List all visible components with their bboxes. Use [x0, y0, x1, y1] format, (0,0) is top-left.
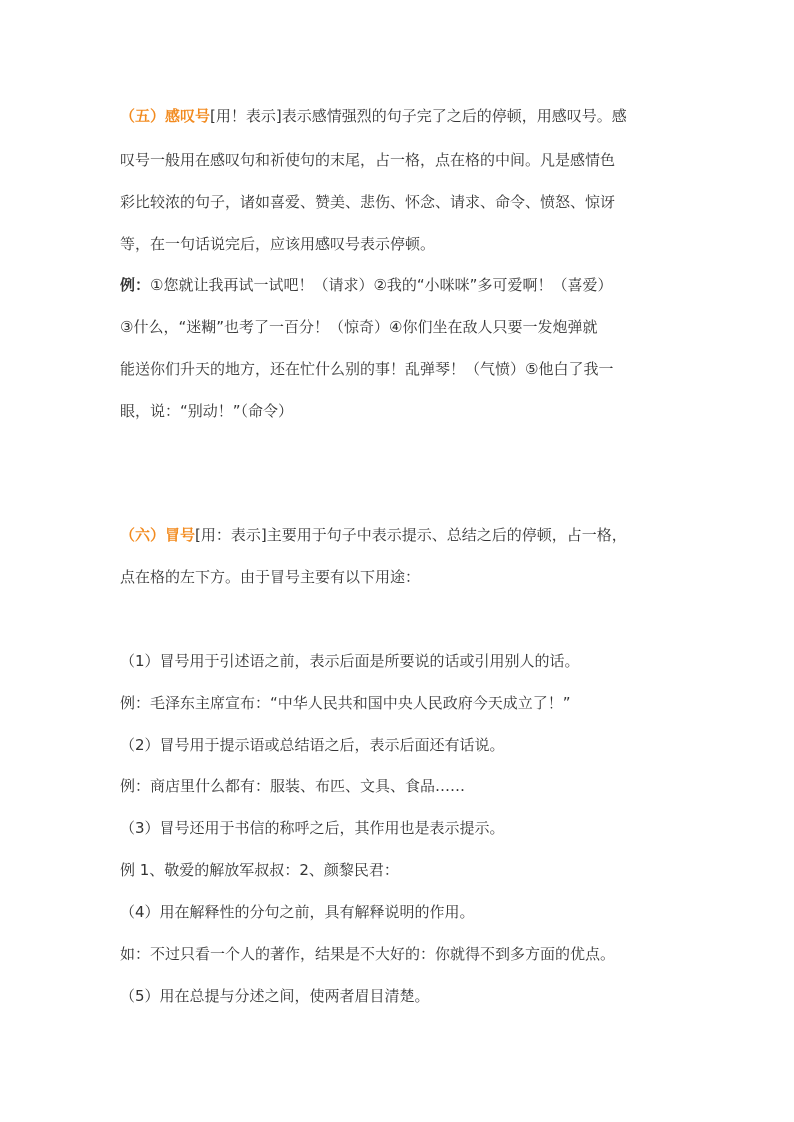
example-label: 例： — [120, 276, 151, 294]
section6-item: （4）用在解释性的分句之前，具有解释说明的作用。 — [120, 903, 475, 921]
section5-line2: 叹号一般用在感叹句和祈使句的末尾，占一格，点在格的中间。凡是感情色 — [120, 151, 616, 169]
section6-item: 例：商店里什么都有：服装、布匹、文具、食品…… — [120, 777, 466, 795]
section6-heading: （六）冒号 — [120, 526, 196, 544]
section5-heading: （五）感叹号 — [120, 107, 211, 125]
section5-example-line3: 能送你们升天的地方，还在忙什么别的事！乱弹琴！（气愤）⑤他白了我一 — [120, 360, 614, 378]
section5-example-line4: 眼，说：“别动！”（命令） — [120, 402, 294, 420]
section6-line1 — [120, 525, 680, 545]
section6-item: （2）冒号用于提示语或总结语之后，表示后面还有话说。 — [120, 736, 505, 754]
section6-item: 例 1、敬爱的解放军叔叔：2、颜黎民君： — [120, 861, 399, 879]
section5-line4: 等，在一句话说完后，应该用感叹号表示停顿。 — [120, 235, 436, 253]
section6-item: （5）用在总提与分述之间，使两者眉目清楚。 — [120, 987, 430, 1005]
section5-example-line2: ③什么，“迷糊”也考了一百分！（惊奇）④你们坐在敌人只要一发炮弹就 — [120, 318, 598, 336]
section5-line1 — [120, 106, 680, 126]
section6-line2: 点在格的左下方。由于冒号主要有以下用途： — [120, 568, 421, 586]
section5-line1-text: [用！表示]表示感情强烈的句子完了之后的停顿，用感叹号。感 — [210, 107, 627, 125]
section6-item: （1）冒号用于引述语之前，表示后面是所要说的话或引用别人的话。 — [120, 652, 580, 670]
section6-item: （3）冒号还用于书信的称呼之后，其作用也是表示提示。 — [120, 819, 505, 837]
section5-line3: 彩比较浓的句子，诸如喜爱、赞美、悲伤、怀念、请求、命令、愤怒、惊讶 — [120, 193, 616, 211]
section6-item: 如：不过只看一个人的著作，结果是不大好的：你就得不到多方面的优点。 — [120, 945, 616, 963]
section5-example-line1 — [120, 275, 680, 295]
example-line1-text: ①您就让我再试一试吧！（请求）②我的“小咪咪”多可爱啊！（喜爱） — [150, 276, 613, 294]
section6-line1-text: [用：表示]主要用于句子中表示提示、总结之后的停顿，占一格， — [195, 526, 627, 544]
section6-item: 例：毛泽东主席宣布：“中华人民共和国中央人民政府今天成立了！” — [120, 694, 571, 712]
